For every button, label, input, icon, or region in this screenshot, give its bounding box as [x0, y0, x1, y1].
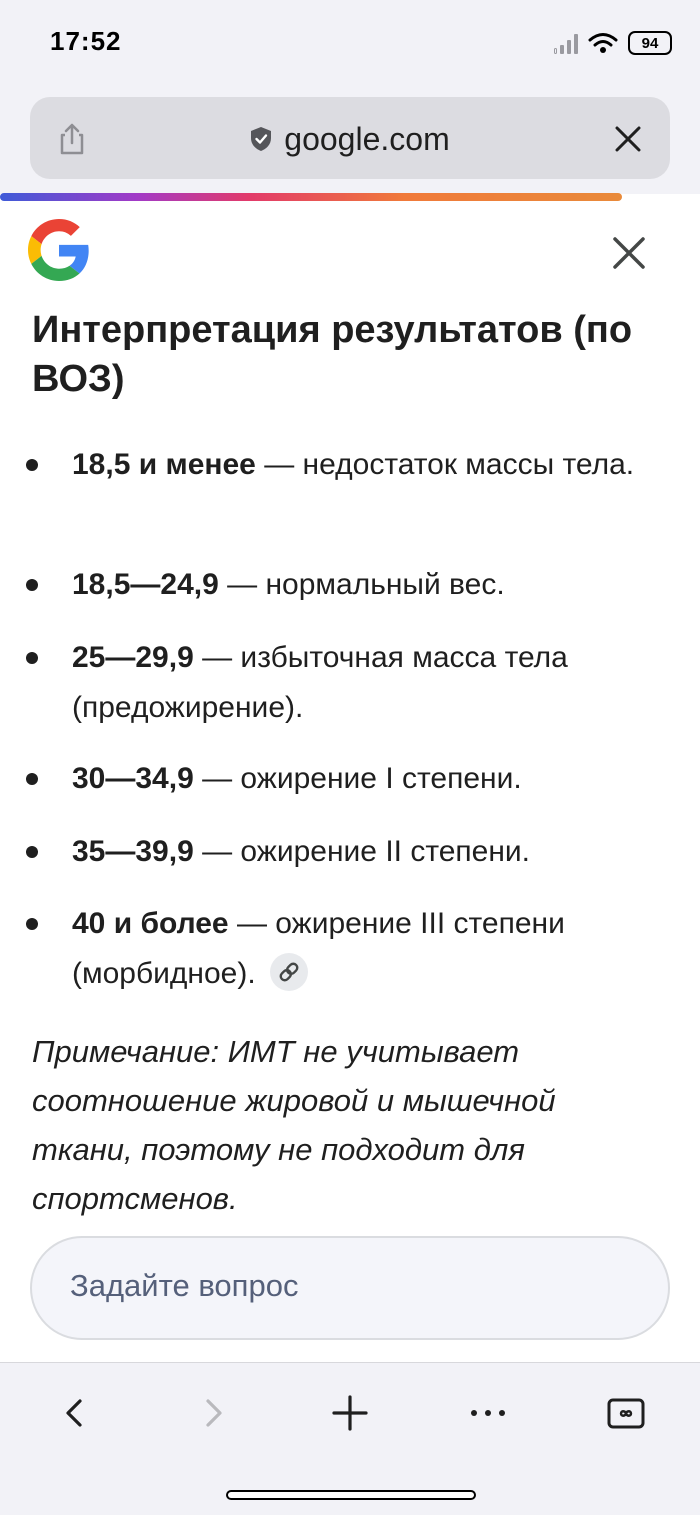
- source-link-button[interactable]: [270, 953, 308, 991]
- url-text: google.com: [284, 120, 450, 157]
- list-item: [72, 633, 672, 733]
- tabs-icon[interactable]: [604, 1391, 648, 1435]
- bullet: [26, 652, 38, 664]
- range-description: — недостаток массы тела.: [255, 448, 635, 481]
- range-description: — ожирение I степени.: [193, 762, 522, 795]
- back-icon[interactable]: [53, 1391, 97, 1435]
- new-tab-icon[interactable]: [328, 1391, 372, 1435]
- more-icon[interactable]: [466, 1391, 510, 1435]
- range-description: — избыточная масса тела (предожирение).: [72, 641, 568, 724]
- list-item: [72, 440, 672, 490]
- list-item: [72, 560, 672, 610]
- range-label: 18,5 и менее: [72, 448, 256, 481]
- page-load-progress: [0, 193, 622, 201]
- bottom-toolbar: [0, 1362, 700, 1515]
- signal-icon: [554, 32, 578, 54]
- ask-question-input[interactable]: [30, 1236, 670, 1340]
- note-text: Примечание: ИМТ не учитывает соотношение жировой и мышечной ткани, поэтому не подходит для спортсменов.: [32, 1034, 556, 1216]
- list-item: [72, 899, 672, 999]
- url-bar[interactable]: [30, 97, 670, 179]
- status-bar: [0, 0, 700, 90]
- bullet: [26, 846, 38, 858]
- close-panel-icon[interactable]: [608, 232, 650, 274]
- bullet: [26, 579, 38, 591]
- ask-placeholder: Задайте вопрос: [70, 1268, 299, 1303]
- browser-toolbar: [0, 90, 700, 194]
- range-label: 18,5—24,9: [72, 568, 219, 601]
- range-label: 35—39,9: [72, 835, 194, 868]
- section-title: Интерпретация результатов (по ВОЗ): [32, 309, 633, 400]
- battery-icon: [628, 31, 672, 55]
- link-icon: [270, 953, 308, 991]
- home-indicator[interactable]: [226, 1490, 476, 1500]
- battery-level: 94: [641, 34, 659, 52]
- bullet: [26, 773, 38, 785]
- url-display[interactable]: [30, 119, 670, 159]
- bullet: [26, 459, 38, 471]
- range-description: — ожирение II степени.: [193, 835, 531, 868]
- range-description: — нормальный вес.: [218, 568, 505, 601]
- range-label: 25—29,9: [72, 641, 194, 674]
- range-label: 40 и более: [72, 907, 229, 940]
- range-label: 30—34,9: [72, 762, 194, 795]
- close-icon[interactable]: [608, 119, 648, 159]
- google-logo-icon: [28, 219, 90, 281]
- status-time: 17:52: [50, 26, 122, 56]
- wifi-icon: [588, 32, 618, 54]
- list-item: [72, 754, 672, 804]
- forward-icon[interactable]: [191, 1391, 235, 1435]
- list-item: [72, 827, 672, 877]
- bullet: [26, 918, 38, 930]
- status-icons: [554, 28, 672, 58]
- shield-icon: [250, 126, 272, 152]
- range-description: — ожирение III степени (морбидное).: [72, 907, 565, 990]
